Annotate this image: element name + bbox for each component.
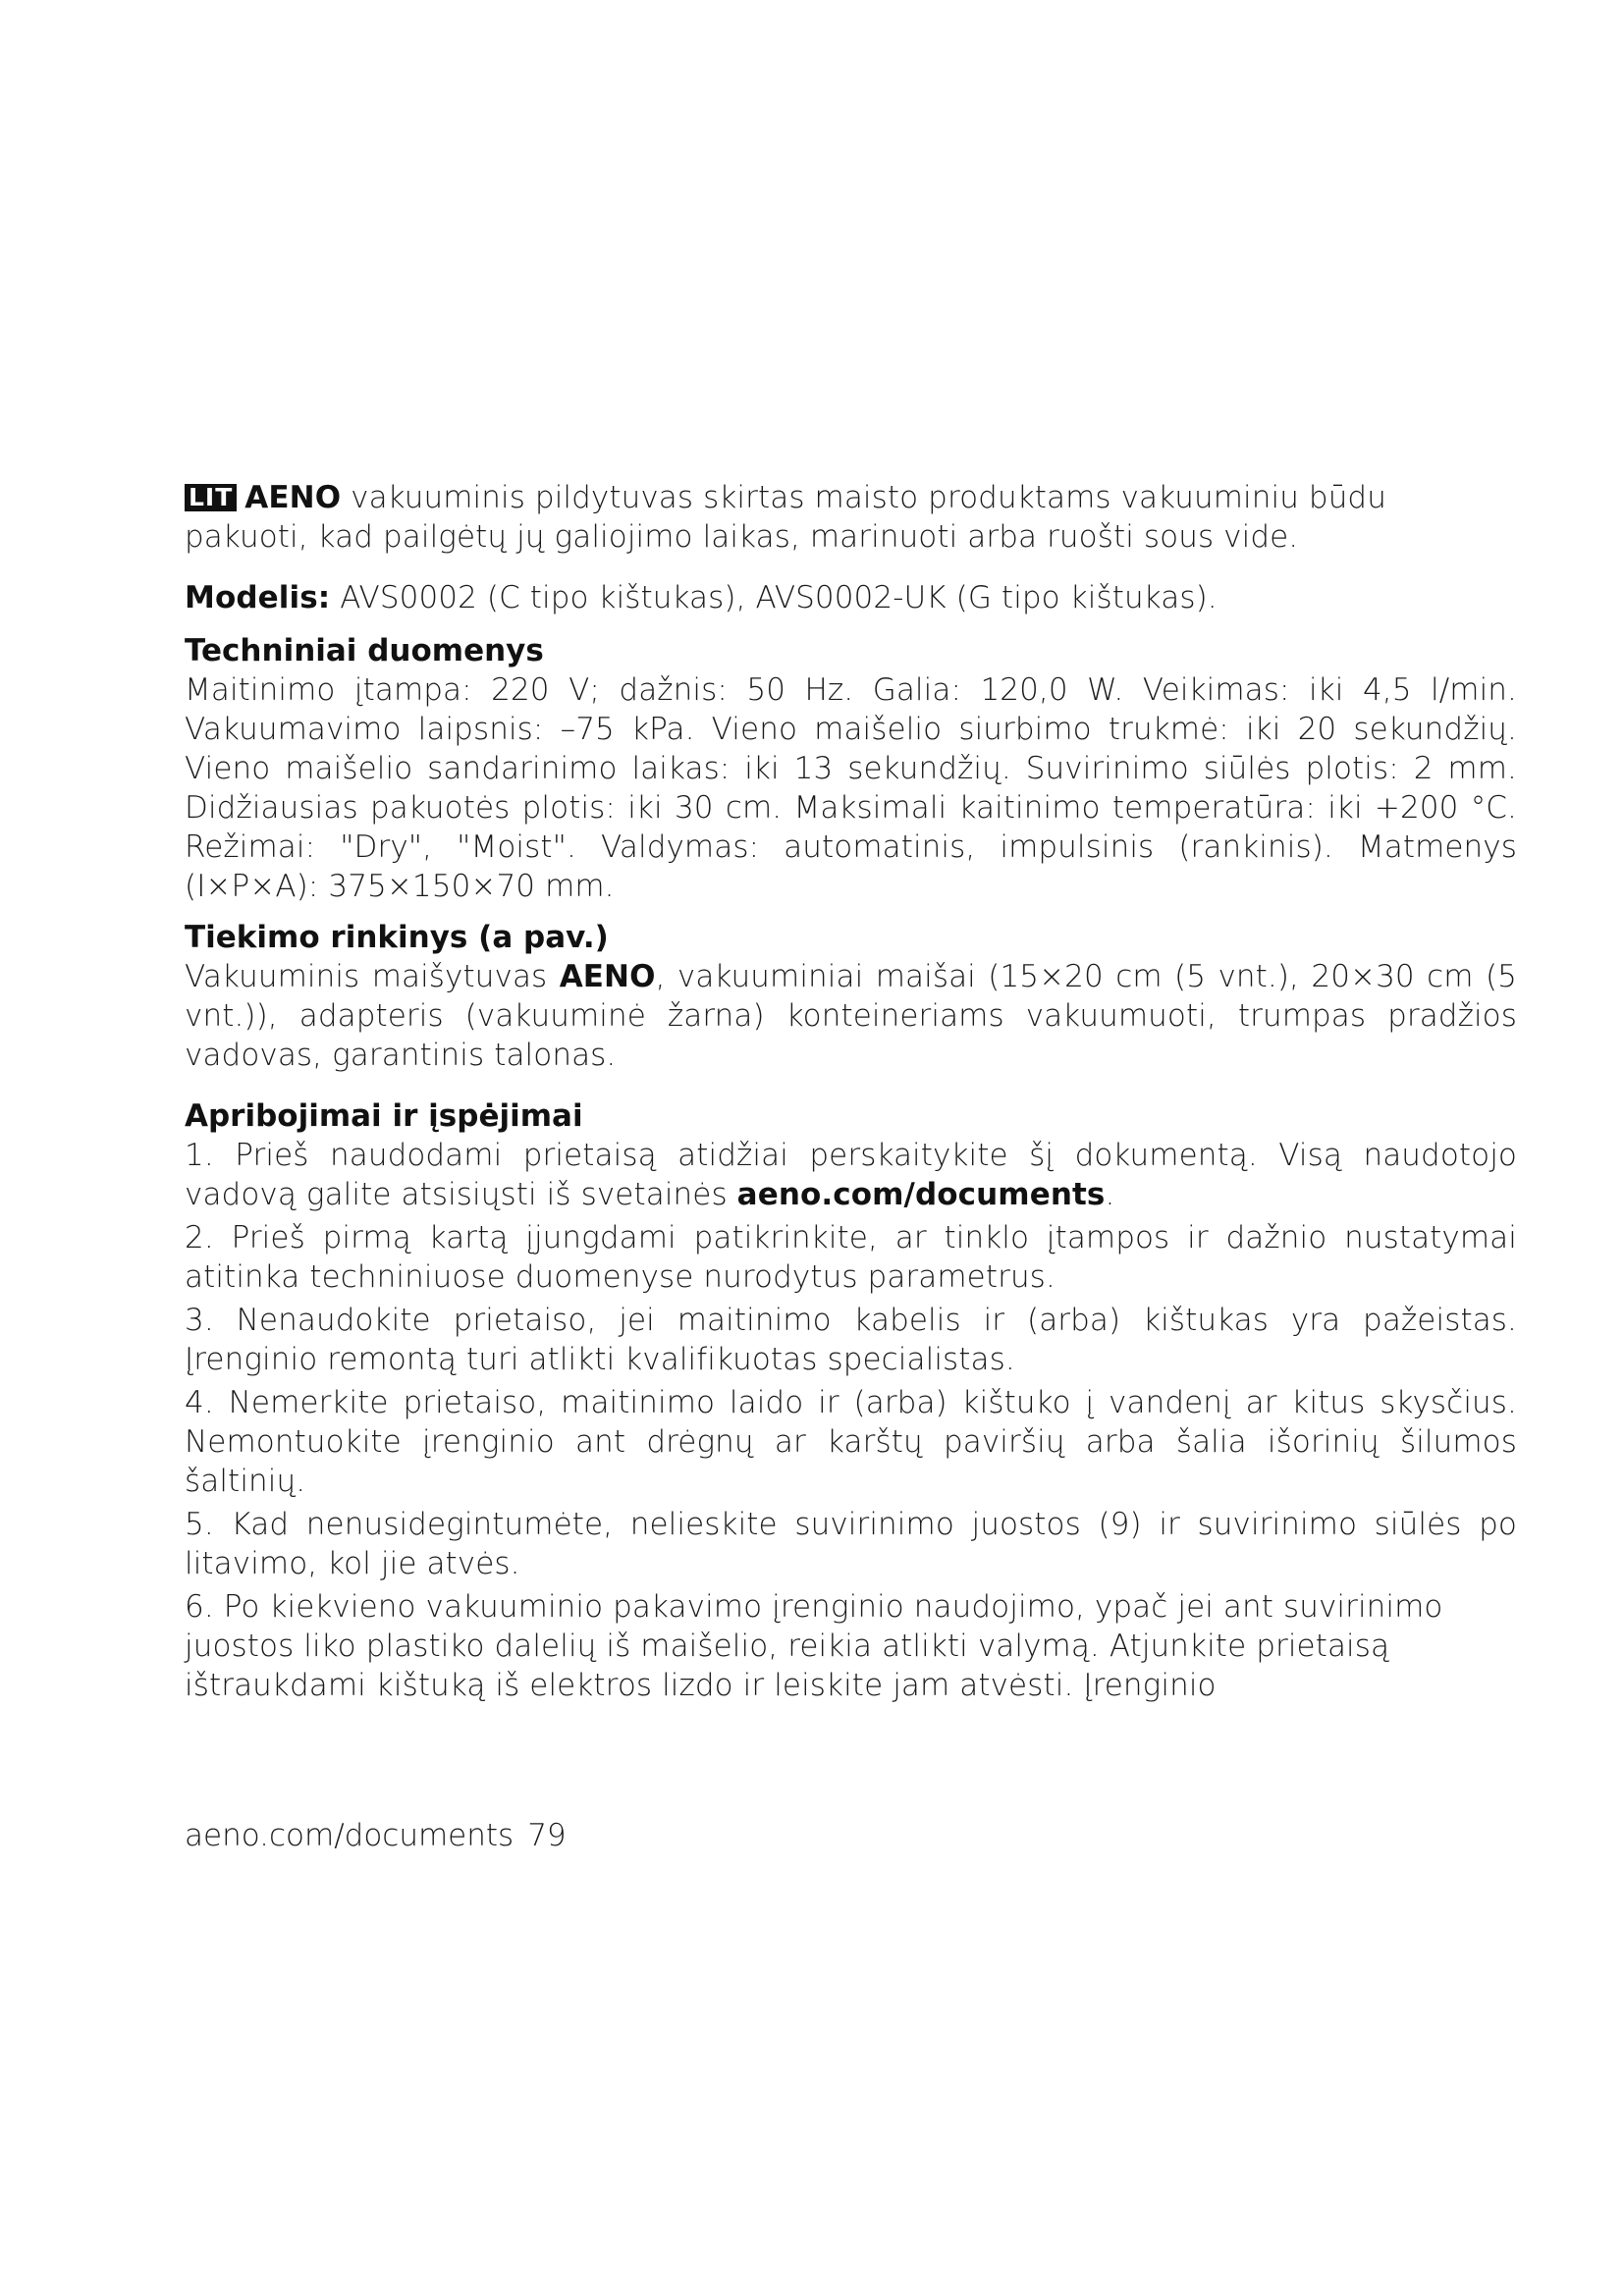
warnings-heading: Apribojimai ir įspėjimai	[185, 1098, 583, 1134]
kit-text-before: Vakuuminis maišytuvas	[185, 959, 560, 994]
page-content	[185, 478, 1517, 1709]
intro-paragraph	[185, 478, 1517, 557]
tech-heading: Techniniai duomenys	[185, 633, 544, 668]
intro-text: vakuuminis pildytuvas skirtas maisto produktams vakuuminiu būdu pakuoti, kad pailgėtų jų galiojimo laikas, marinuoti arba ruošti sous vide.	[185, 480, 1386, 555]
tech-text: Maitinimo įtampa: 220 V; dažnis: 50 Hz. Galia: 120,0 W. Veikimas: iki 4,5 l/min. Vakuumavimo laipsnis: –75 kPa. Vieno maišelio siurbimo trukmė: iki 20 sekundžių. Vieno maišelio sandarinimo laikas: iki 13 sekundžių. Suvirinimo siūlės plotis: 2 mm. Didžiausias pakuotės plotis: iki 30 cm. Maksimali kaitinimo temperatūra: iki +200 °C. Režimai: "Dry", "Moist". Valdymas: automatinis, impulsinis (rankinis). Matmenys (I×P×A): 375×150×70 mm.	[185, 672, 1517, 904]
warning-item-2: 2. Prieš pirmą kartą įjungdami patikrinkite, ar tinklo įtampos ir dažnio nustatymai atitinka techniniuose duomenyse nurodytus parametrus.	[185, 1220, 1517, 1295]
kit-text-after: , vakuuminiai maišai (15×20 cm (5 vnt.), 20×30 cm (5 vnt.)), adapteris (vakuuminė žarna) konteineriams vakuumuoti, trumpas pradžios vadovas, garantinis talonas.	[185, 959, 1517, 1073]
footer-url[interactable]: aeno.com/documents	[185, 1818, 514, 1853]
warning-item-6: 6. Po kiekvieno vakuuminio pakavimo įrenginio naudojimo, ypač jei ant suvirinimo juostos liko plastiko dalelių iš maišelio, reikia atlikti valymą. Atjunkite prietaisą ištraukdami kištuką iš elektros lizdo ir leiskite jam atvėsti. Įrenginio	[185, 1589, 1443, 1703]
language-badge: LIT	[185, 484, 237, 511]
kit-heading: Tiekimo rinkinys (a pav.)	[185, 920, 609, 955]
model-label: Modelis:	[185, 580, 331, 615]
documents-link[interactable]: aeno.com/documents	[736, 1177, 1106, 1212]
kit-brand: AENO	[559, 959, 656, 994]
warning-item-1-text: 1. Prieš naudodami prietaisą atidžiai perskaitykite šį dokumentą. Visą naudotojo vadovą galite atsisiųsti iš svetainės	[185, 1138, 1517, 1212]
warning-item-1-end: .	[1105, 1177, 1115, 1212]
warning-item-3: 3. Nenaudokite prietaiso, jei maitinimo kabelis ir (arba) kištukas yra pažeistas. Įrenginio remontą turi atlikti kvalifikuotas specialistas.	[185, 1303, 1517, 1377]
page-footer	[185, 1816, 567, 1855]
kit-paragraph	[185, 957, 1517, 1075]
brand-name: AENO	[244, 480, 342, 515]
warning-item-5: 5. Kad nenusidegintumėte, nelieskite suvirinimo juostos (9) ir suvirinimo siūlės po litavimo, kol jie atvės.	[185, 1507, 1517, 1581]
warning-item-1	[185, 1136, 1517, 1214]
page-number: 79	[527, 1818, 567, 1853]
warning-item-4: 4. Nemerkite prietaiso, maitinimo laido ir (arba) kištuko į vandenį ar kitus skysčius. Nemontuokite įrenginio ant drėgnų ar karštų paviršių arba šalia išorinių šilumos šaltinių.	[185, 1385, 1517, 1499]
model-value: AVS0002 (C tipo kištukas), AVS0002-UK (G tipo kištukas).	[330, 580, 1218, 615]
model-paragraph	[185, 578, 1517, 617]
